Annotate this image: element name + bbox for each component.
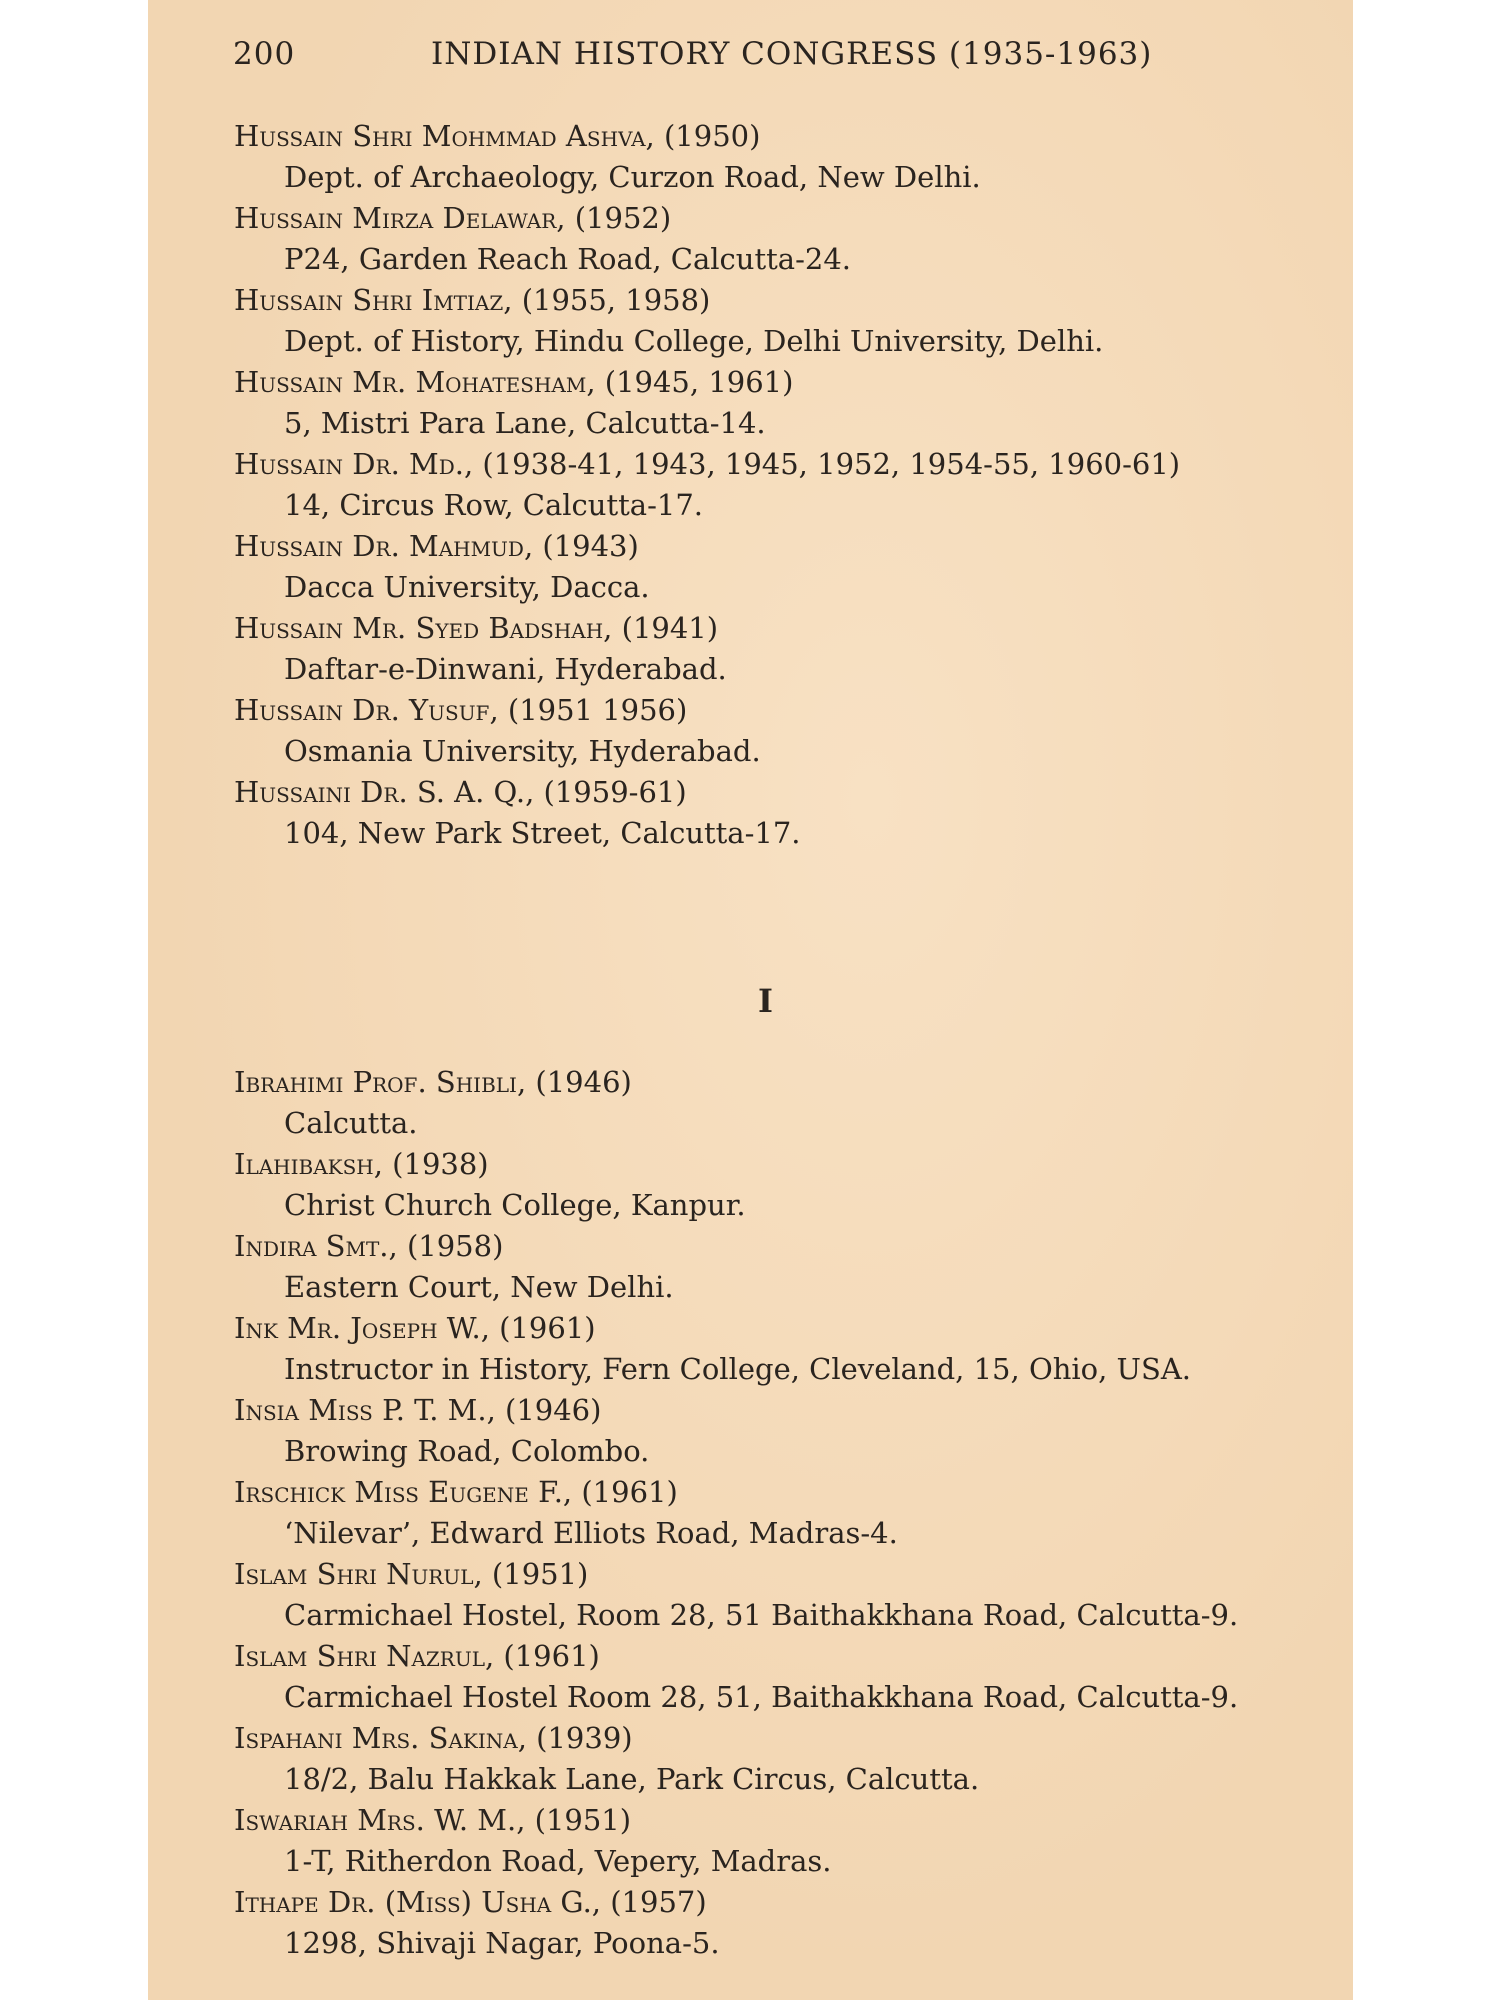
directory-entry <box>234 772 1313 854</box>
directory-entry <box>234 608 1313 690</box>
entry-name: Ink Mr. Joseph W., (1961) <box>234 1311 596 1345</box>
entry-address: 104, New Park Street, Calcutta-17. <box>284 816 801 850</box>
entry-name: Hussain Shri Imtiaz, (1955, 1958) <box>234 283 711 317</box>
entry-address: 14, Circus Row, Calcutta-17. <box>284 488 703 522</box>
directory-entry <box>234 116 1313 198</box>
entry-address: Carmichael Hostel Room 28, 51, Baithakkhana Road, Calcutta-9. <box>284 1680 1239 1714</box>
entry-name: Iswariah Mrs. W. M., (1951) <box>234 1803 632 1837</box>
directory-entry <box>234 280 1313 362</box>
entry-name: Islam Shri Nurul, (1951) <box>234 1557 589 1591</box>
directory-entry <box>234 198 1313 280</box>
entry-address: Dept. of Archaeology, Curzon Road, New Delhi. <box>284 160 981 194</box>
entry-name: Hussain Dr. Mahmud, (1943) <box>234 529 639 563</box>
entry-address: Dacca University, Dacca. <box>284 570 650 604</box>
entry-name: Insia Miss P. T. M., (1946) <box>234 1393 602 1427</box>
directory-entry <box>234 1226 1313 1308</box>
running-title: INDIAN HISTORY CONGRESS (1935-1963) <box>431 36 1153 72</box>
directory-entry <box>234 362 1313 444</box>
entry-name: Islam Shri Nazrul, (1961) <box>234 1639 600 1673</box>
directory-entry <box>234 1554 1313 1636</box>
entry-name: Ispahani Mrs. Sakina, (1939) <box>234 1721 633 1755</box>
section-h-entries <box>234 116 1313 854</box>
book-page <box>148 0 1353 2000</box>
directory-entry <box>234 1390 1313 1472</box>
entry-name: Ilahibaksh, (1938) <box>234 1147 489 1181</box>
entry-address: Browing Road, Colombo. <box>284 1434 650 1468</box>
entry-address: 5, Mistri Para Lane, Calcutta-14. <box>284 406 766 440</box>
entry-address: 1-T, Ritherdon Road, Vepery, Madras. <box>284 1844 832 1878</box>
directory-entry <box>234 1636 1313 1718</box>
page-number: 200 <box>233 36 296 72</box>
entry-address: Daftar-e-Dinwani, Hyderabad. <box>284 652 727 686</box>
entry-address: Dept. of History, Hindu College, Delhi University, Delhi. <box>284 324 1104 358</box>
entry-address: ‘Nilevar’, Edward Elliots Road, Madras-4. <box>284 1516 898 1550</box>
entry-name: Irschick Miss Eugene F., (1961) <box>234 1475 678 1509</box>
letter-heading: I <box>758 982 773 1020</box>
entry-address: P24, Garden Reach Road, Calcutta-24. <box>284 242 851 276</box>
entry-address: 1298, Shivaji Nagar, Poona-5. <box>284 1926 720 1960</box>
directory-entry <box>234 1144 1313 1226</box>
entry-address: Instructor in History, Fern College, Cleveland, 15, Ohio, USA. <box>284 1352 1192 1386</box>
entry-name: Hussain Mr. Syed Badshah, (1941) <box>234 611 719 645</box>
directory-entry <box>234 690 1313 772</box>
directory-entry <box>234 526 1313 608</box>
section-i-entries <box>234 1062 1313 1964</box>
entry-address: Eastern Court, New Delhi. <box>284 1270 674 1304</box>
directory-entry <box>234 1062 1313 1144</box>
entry-name: Hussaini Dr. S. A. Q., (1959-61) <box>234 775 687 809</box>
directory-entry <box>234 1882 1313 1964</box>
entry-name: Hussain Dr. Yusuf, (1951 1956) <box>234 693 688 727</box>
directory-entry <box>234 1800 1313 1882</box>
entry-address: Calcutta. <box>284 1106 418 1140</box>
entry-address: Christ Church College, Kanpur. <box>284 1188 746 1222</box>
entry-name: Ithape Dr. (Miss) Usha G., (1957) <box>234 1885 707 1919</box>
entry-name: Indira Smt., (1958) <box>234 1229 504 1263</box>
entry-name: Hussain Mr. Mohatesham, (1945, 1961) <box>234 365 794 399</box>
entry-address: Carmichael Hostel, Room 28, 51 Baithakkhana Road, Calcutta-9. <box>284 1598 1239 1632</box>
entry-address: 18/2, Balu Hakkak Lane, Park Circus, Calcutta. <box>284 1762 980 1796</box>
entry-name: Ibrahimi Prof. Shibli, (1946) <box>234 1065 632 1099</box>
directory-entry <box>234 1308 1313 1390</box>
entry-name: Hussain Shri Mohmmad Ashva, (1950) <box>234 119 761 153</box>
directory-entry <box>234 444 1313 526</box>
entry-name: Hussain Mirza Delawar, (1952) <box>234 201 672 235</box>
directory-entry <box>234 1472 1313 1554</box>
entry-name: Hussain Dr. Md., (1938-41, 1943, 1945, 1952, 1954-55, 1960-61) <box>234 447 1181 481</box>
directory-entry <box>234 1718 1313 1800</box>
page-header <box>233 30 1233 74</box>
entry-address: Osmania University, Hyderabad. <box>284 734 761 768</box>
